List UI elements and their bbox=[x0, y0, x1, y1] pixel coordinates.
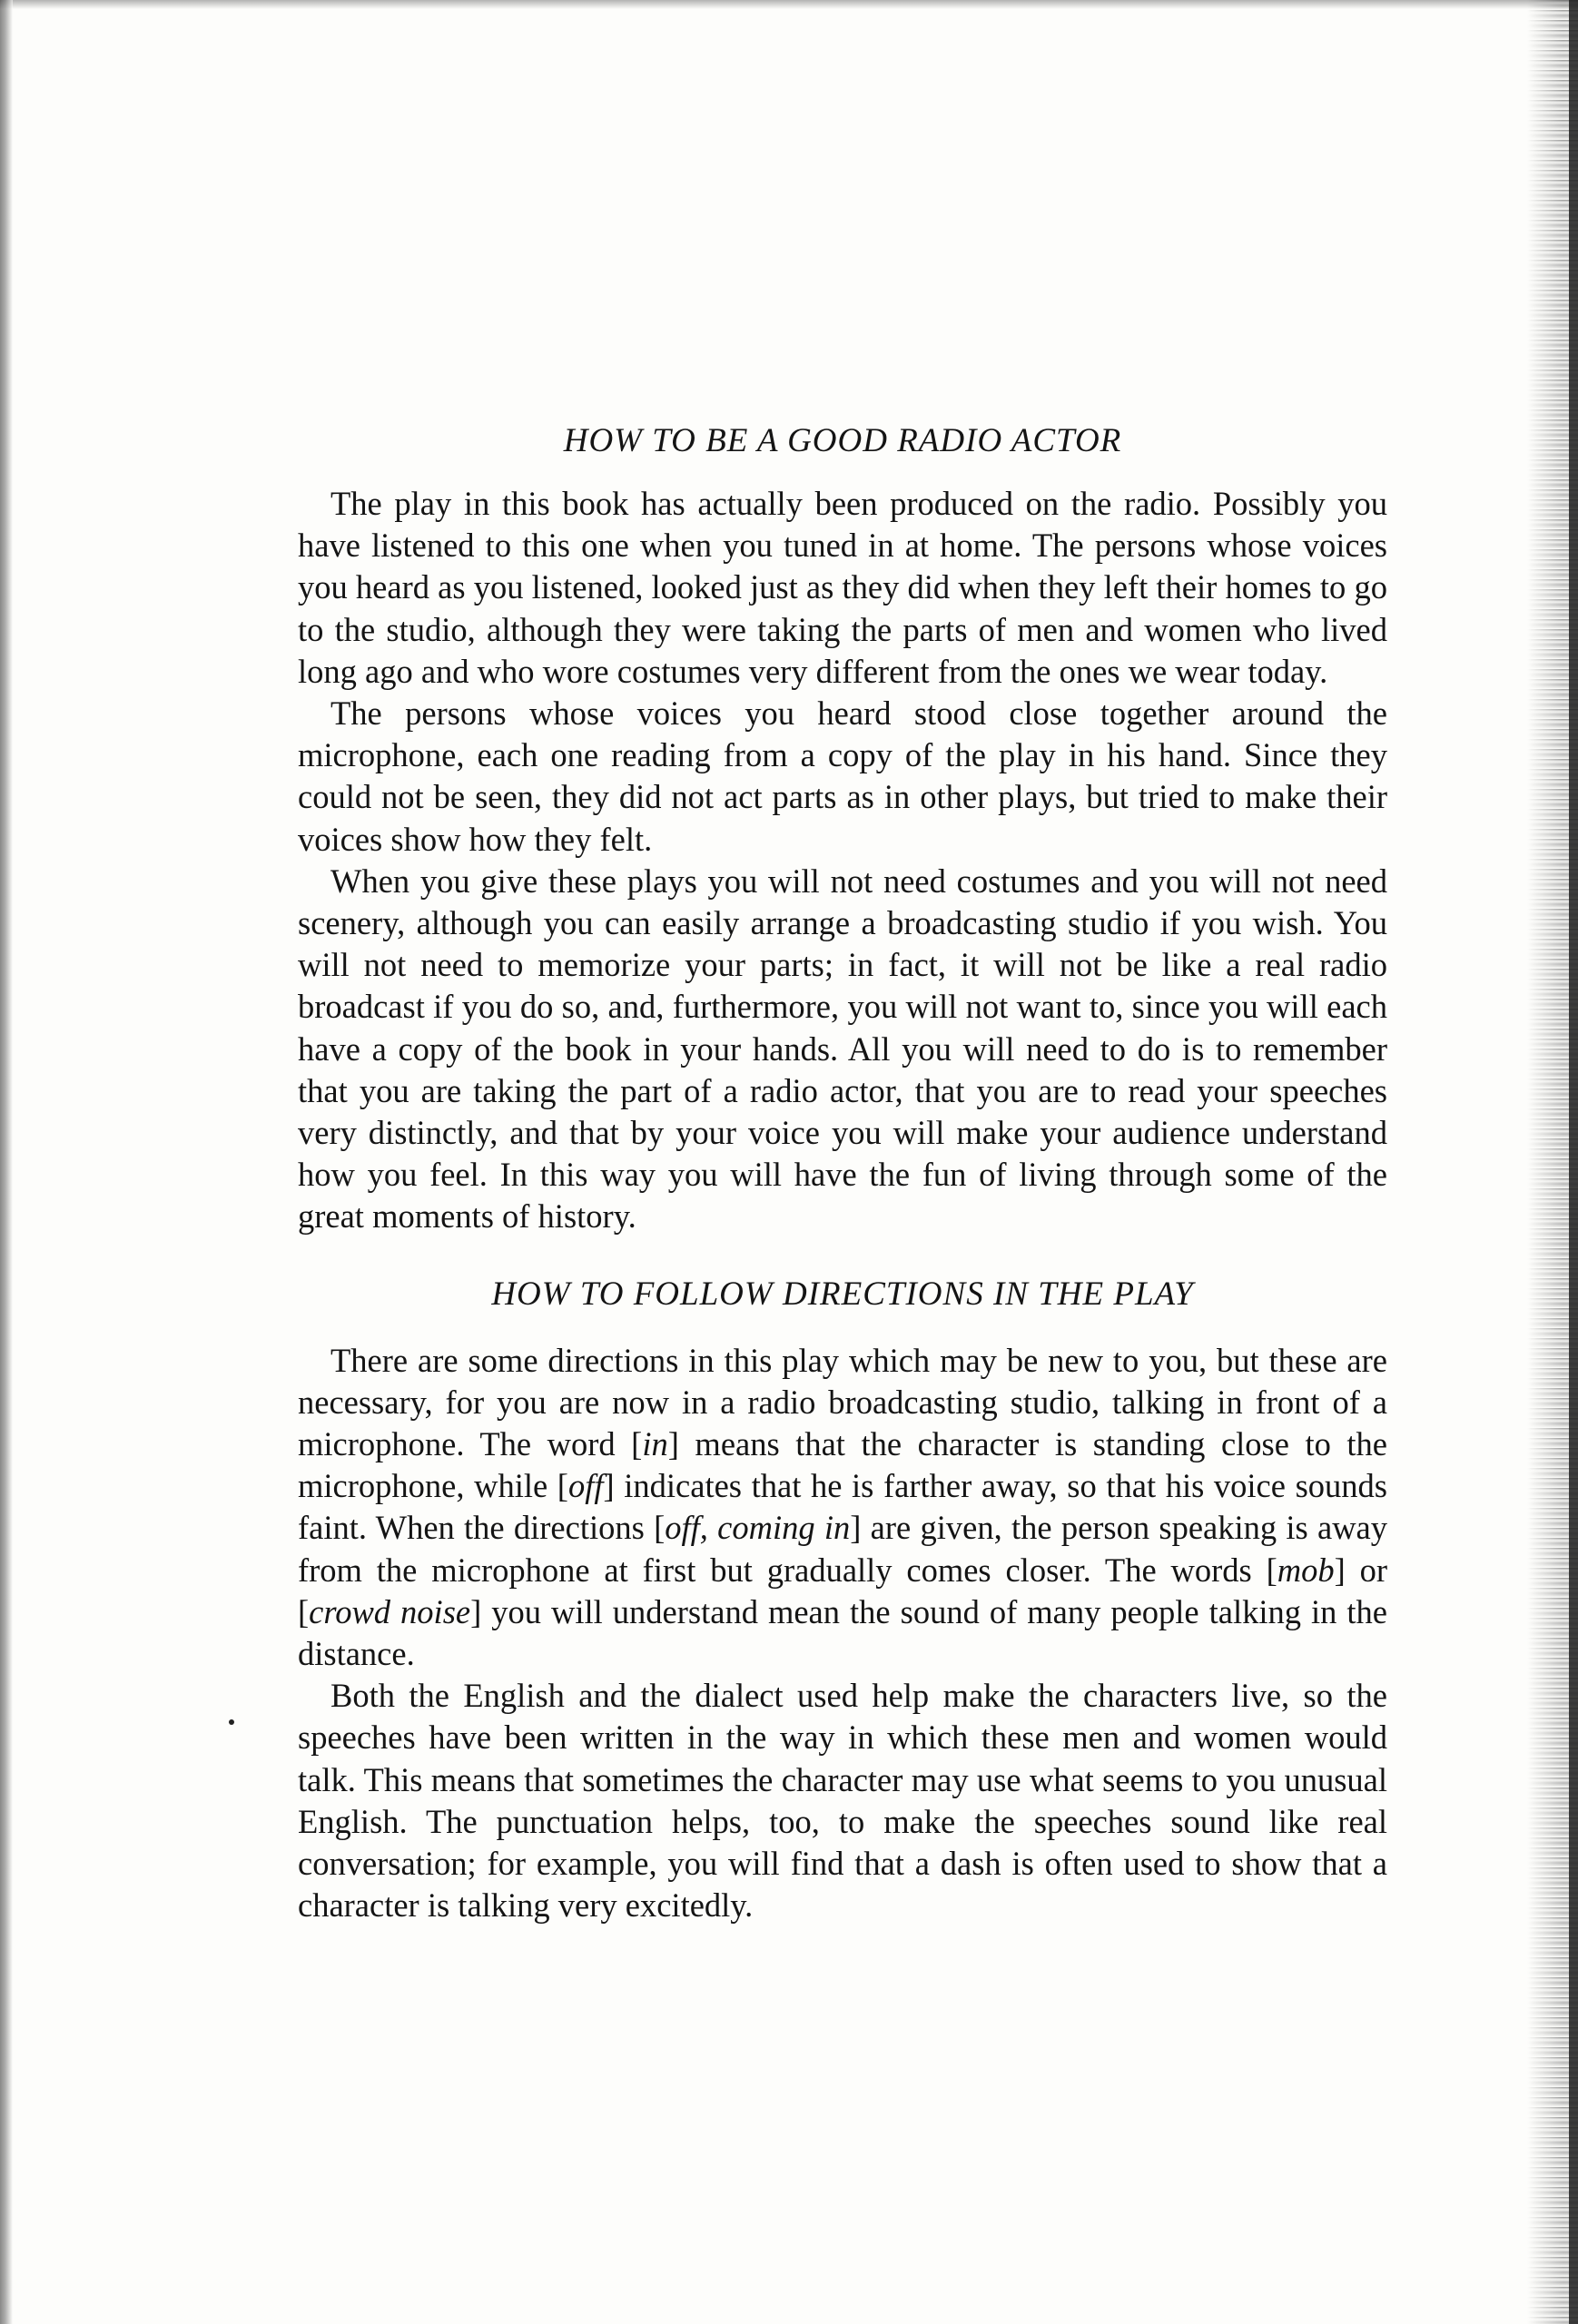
paragraph-4-text-e: ] or [ bbox=[298, 1551, 1387, 1630]
section-heading-directions: HOW TO FOLLOW DIRECTIONS IN THE PLAY bbox=[491, 1275, 1194, 1313]
direction-off: off bbox=[567, 1467, 604, 1505]
paragraph-4-text-c: ] indicates that he is farther away, so that his voice sounds faint. When the directions [ bbox=[298, 1467, 1387, 1547]
paragraph-4 bbox=[298, 1340, 1387, 1676]
direction-mob: mob bbox=[1277, 1551, 1335, 1589]
paragraph-4-text-d: ] are given, the person speaking is away from the microphone at first but gradually comes closer. The words [ bbox=[298, 1509, 1388, 1589]
section-heading-radio-actor: HOW TO BE A GOOD RADIO ACTOR bbox=[563, 422, 1122, 459]
page-content bbox=[298, 419, 1387, 1927]
paragraph-4-text-f: ] you will understand mean the sound of many people talking in the distance. bbox=[298, 1592, 1387, 1673]
paragraph-3: When you give these plays you will not need costumes and you will not need scenery, although you can easily arrange a broadcasting studio if you wish. You will not need to memorize your parts; in fact, it will not be like a real radio broadcast if you do so, and, furthermore, you will not want to, since you will each have a copy of the book in your hands. All you will need to do is to remember that you are taking the part of a radio actor, that you are to read your speeches very distinctly, and that by your voice you will make your audience understand how you feel. In this way you will have the fun of living through some of the great moments of history. bbox=[298, 862, 1387, 1236]
paragraph-5: Both the English and the dialect used help make the characters live, so the speeches have been written in the way in which these men and women would talk. This means that sometimes the character may use what seems to you unusual English. The punctuation helps, too, to make the speeches sound like real conversation; for example, you will find that a dash is often used to show that a character is talking very excitedly. bbox=[298, 1677, 1387, 1925]
stray-mark bbox=[229, 1719, 234, 1725]
paragraph-2: The persons whose voices you heard stood close together around the microphone, each one reading from a copy of the play in his hand. Since they could not be seen, they did not act parts as in other plays, but tried to make their voices show how they felt. bbox=[298, 694, 1387, 858]
paragraph-1: The play in this book has actually been produced on the radio. Possibly you have listened to this one when you tuned in at home. The persons whose voices you heard as you listened, looked just as they did when they left their homes to go to the studio, although they were taking the parts of men and women who lived long ago and who wore costumes very different from the ones we wear today. bbox=[298, 485, 1387, 690]
paragraph-4-text-b: ] means that the character is standing close to the microphone, while [ bbox=[298, 1425, 1387, 1505]
page-left-edge bbox=[0, 0, 13, 2324]
page-top-edge bbox=[0, 0, 1578, 9]
paragraph-4-text-a: There are some directions in this play which may be new to you, but these are necessary, for you are now in a radio broadcasting studio, talking in front of a microphone. The word [ bbox=[298, 1341, 1387, 1463]
direction-in: in bbox=[642, 1425, 668, 1463]
page-right-edge bbox=[1569, 0, 1578, 2324]
direction-off-coming-in: off, coming in bbox=[665, 1509, 851, 1547]
direction-crowd-noise: crowd noise bbox=[309, 1592, 471, 1630]
